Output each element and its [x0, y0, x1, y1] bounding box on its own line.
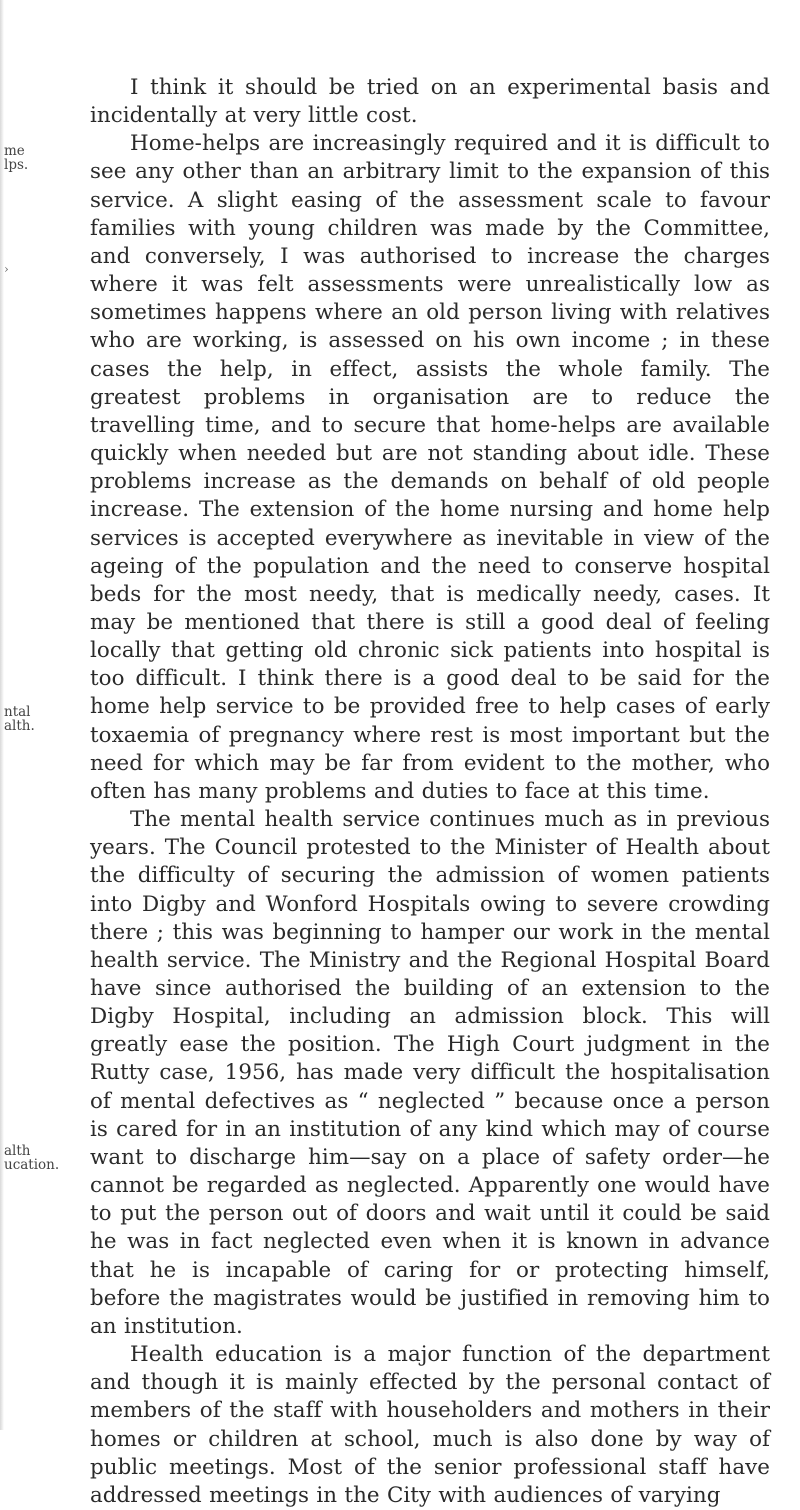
margin-note-home-helps: [4, 144, 28, 172]
margin-note-line: alth.: [4, 718, 35, 734]
margin-note-health-education: [4, 1144, 59, 1172]
margin-note-line: ucation.: [4, 1157, 60, 1173]
margin-note-line: lps.: [4, 157, 29, 173]
paragraph-intro: I think it should be tried on an experimental basis and incidentally at very little cost.: [90, 75, 770, 129]
margin-note-mental-health: [4, 705, 35, 733]
body-text: [90, 74, 770, 1510]
stray-mark: ›: [4, 262, 9, 276]
paragraph-mental-health: The mental health service continues much as in previous years. The Council protested to the Minister of Health about the difficulty of securing the admission of women patients into Digby and Wonford Hospitals owing to severe crowding there ; this was beginning to hamper our work in the mental health service. The Ministry and the Regional Hospital Board have since authorised the building of an extension to the Digby Hospital, including an admission block. This will greatly ease the position. The High Court judgment in the Rutty case, 1956, has made very difficult the hospitalisation of mental defectives as “ neglected ” because once a person is cared for in an institution of any kind which may of course want to discharge him—say on a place of safety order—he cannot be regarded as neglected. Apparently one would have to put the person out of doors and wait until it could be said he was in fact neglected even when it is known in advance that he is incapable of caring for or protecting himself, before the magistrates would be justified in removing him to an institution.: [90, 807, 770, 1339]
margin-note-line: alth: [4, 1143, 31, 1159]
margin-note-line: ntal: [4, 704, 31, 720]
paragraph-health-education: Health education is a major function of the department and though it is mainly effected by the personal contact of members of the staff with householders and mothers in their homes or children at school, much is also done by way of public meetings. Most of the senior professional staff have addressed meetings in the City with audiences of varying: [90, 1342, 770, 1508]
margin-note-line: me: [4, 143, 25, 159]
paragraph-home-helps: Home-helps are increasingly required and it is difficult to see any other than an arbitrary limit to the expansion of this service. A slight easing of the assessment scale to favour families with young children was made by the Committee, and conversely, I was authorised to increase the charges where it was felt assessments were unrealistically low as sometimes happens where an old person living with relatives who are working, is assessed on his own income ; in these cases the help, in effect, assists the whole family. The greatest problems in organisation are to reduce the travelling time, and to secure that home-helps are available quickly when needed but are not standing about idle. These problems increase as the demands on behalf of old people increase. The extension of the home nursing and home help services is accepted everywhere as inevitable in view of the ageing of the population and the need to conserve hospital beds for the most needy, that is medically needy, cases. It may be mentioned that there is still a good deal of feeling locally that getting old chronic sick patients into hospital is too difficult. I think there is a good deal to be said for the home help service to be provided free to help cases of early toxaemia of pregnancy where rest is most important but the need for which may be far from evident to the mother, who often has many problems and duties to face at this time.: [90, 131, 770, 804]
